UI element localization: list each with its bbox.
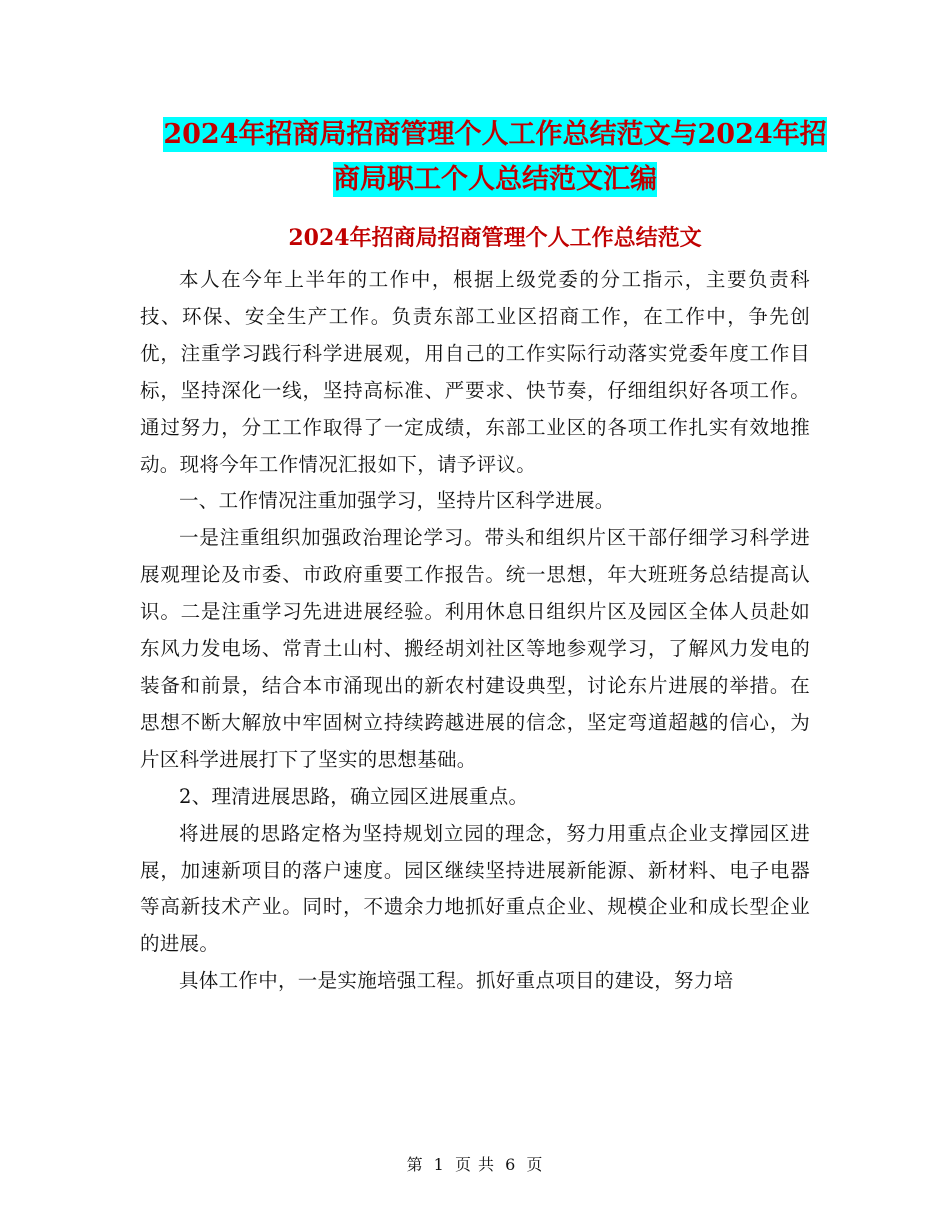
paragraph-heading-1: 一、工作情况注重加强学习，坚持片区科学进展。 [179, 489, 615, 513]
footer-page-total: 6 [505, 1155, 517, 1174]
footer-prefix: 第 [406, 1155, 424, 1174]
paragraph-heading-2: 2、理清进展思路，确立园区进展重点。 [179, 784, 529, 808]
paragraph-direction: 将进展的思路定格为坚持规划立园的理念，努力用重点企业支撑园区进展，加速新项目的落户速度。园区继续坚持进展新能源、新材料、电子电器等高新技术产业。同时，不遗余力地抓好重点企业、规模企业和成长型企业的进展。 [140, 821, 810, 956]
footer-suffix: 页 [526, 1155, 544, 1174]
paragraph-specific-work: 具体工作中，一是实施培强工程。抓好重点项目的建设，努力培 [179, 969, 734, 993]
body-text [140, 262, 810, 1000]
footer-page-current: 1 [433, 1155, 445, 1174]
paragraph-intro: 本人在今年上半年的工作中，根据上级党委的分工指示，主要负责科技、环保、安全生产工作。负责东部工业区招商工作，在工作中，争先创优，注重学习践行科学进展观，用自己的工作实际行动落实党委年度工作目标，坚持深化一线，坚持高标准、严要求、快节奏，仔细组织好各项工作。通过努力，分工工作取得了一定成绩，东部工业区的各项工作扎实有效地推动。现将今年工作情况汇报如下，请予评议。 [140, 268, 810, 476]
footer-mid: 页 共 [454, 1155, 496, 1174]
title-line-2: 商局职工个人总结范文汇编 [333, 164, 657, 195]
title-line-1: 2024年招商局招商管理个人工作总结范文与2024年招 [163, 119, 827, 150]
page-footer [0, 1152, 950, 1175]
paragraph-study: 一是注重组织加强政治理论学习。带头和组织片区干部仔细学习科学进展观理论及市委、市政府重要工作报告。统一思想，年大班班务总结提高认识。二是注重学习先进进展经验。利用休息日组织片区及园区全体人员赴如东风力发电场、常青土山村、搬经胡刘社区等地参观学习，了解风力发电的装备和前景，结合本市涌现出的新农村建设典型，讨论东片进展的举措。在思想不断大解放中牢固树立持续跨越进展的信念，坚定弯道超越的信心，为片区科学进展打下了坚实的思想基础。 [140, 526, 810, 771]
section-title: 2024年招商局招商管理个人工作总结范文 [288, 225, 702, 251]
document-title [140, 112, 850, 202]
